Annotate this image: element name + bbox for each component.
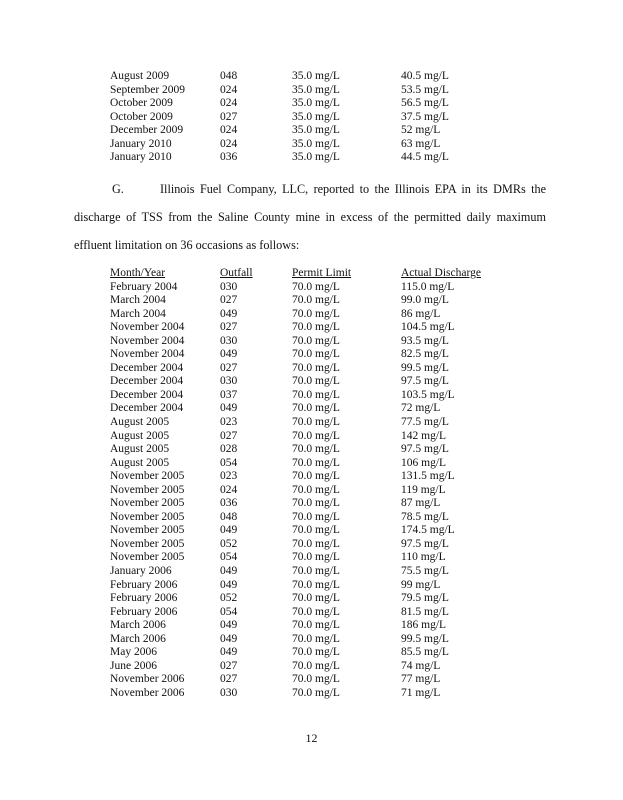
cell-outfall: 049: [220, 524, 238, 537]
table-row: [110, 687, 511, 701]
cell-actual-discharge: 56.5 mg/L: [401, 97, 449, 110]
cell-outfall: 027: [220, 110, 238, 123]
cell-outfall: 024: [220, 97, 238, 110]
cell-month: January 2010: [110, 151, 172, 164]
cell-month: March 2004: [110, 294, 166, 307]
table-row: [110, 538, 511, 552]
cell-actual-discharge: 79.5 mg/L: [401, 592, 449, 605]
cell-outfall: 030: [220, 375, 238, 388]
cell-permit-limit: 35.0 mg/L: [292, 124, 340, 137]
table-row: [110, 511, 511, 525]
cell-month: December 2004: [110, 361, 184, 374]
table-row: [110, 362, 511, 376]
table-row: [110, 633, 511, 647]
cell-actual-discharge: 186 mg/L: [401, 619, 447, 632]
cell-month: November 2005: [110, 537, 185, 550]
table-row: [110, 151, 511, 165]
cell-outfall: 024: [220, 124, 238, 137]
cell-actual-discharge: 99.5 mg/L: [401, 632, 449, 645]
table-row: [110, 565, 511, 579]
cell-permit-limit: 70.0 mg/L: [292, 565, 340, 578]
cell-permit-limit: 70.0 mg/L: [292, 524, 340, 537]
cell-permit-limit: 70.0 mg/L: [292, 280, 340, 293]
header-actual-discharge: Actual Discharge: [401, 267, 481, 279]
cell-outfall: 036: [220, 151, 238, 164]
table-row: [110, 84, 511, 98]
cell-actual-discharge: 71 mg/L: [401, 686, 441, 699]
cell-actual-discharge: 99 mg/L: [401, 578, 441, 591]
top-discharge-table: [110, 70, 511, 165]
table-row: [110, 70, 511, 84]
cell-actual-discharge: 119 mg/L: [401, 483, 446, 496]
cell-actual-discharge: 131.5 mg/L: [401, 470, 455, 483]
cell-actual-discharge: 87 mg/L: [401, 497, 441, 510]
cell-month: August 2009: [110, 70, 170, 82]
cell-month: August 2005: [110, 456, 170, 469]
cell-month: August 2005: [110, 443, 170, 456]
cell-permit-limit: 70.0 mg/L: [292, 592, 340, 605]
cell-permit-limit: 70.0 mg/L: [292, 348, 340, 361]
table-row: [110, 470, 511, 484]
cell-actual-discharge: 81.5 mg/L: [401, 605, 449, 618]
cell-permit-limit: 35.0 mg/L: [292, 110, 340, 123]
cell-month: December 2004: [110, 402, 184, 415]
cell-actual-discharge: 40.5 mg/L: [401, 70, 449, 82]
cell-permit-limit: 70.0 mg/L: [292, 361, 340, 374]
cell-permit-limit: 35.0 mg/L: [292, 137, 340, 150]
cell-outfall: 049: [220, 307, 238, 320]
cell-actual-discharge: 82.5 mg/L: [401, 348, 449, 361]
cell-actual-discharge: 75.5 mg/L: [401, 565, 449, 578]
cell-outfall: 030: [220, 280, 238, 293]
cell-permit-limit: 70.0 mg/L: [292, 510, 340, 523]
cell-actual-discharge: 97.5 mg/L: [401, 537, 449, 550]
cell-outfall: 027: [220, 294, 238, 307]
cell-permit-limit: 70.0 mg/L: [292, 375, 340, 388]
cell-month: October 2009: [110, 97, 173, 110]
table-row: [110, 443, 511, 457]
cell-outfall: 027: [220, 321, 238, 334]
cell-outfall: 037: [220, 388, 238, 401]
bottom-discharge-table: [110, 267, 511, 701]
table-row: [110, 579, 511, 593]
cell-month: March 2004: [110, 307, 166, 320]
table-row: [110, 646, 511, 660]
cell-permit-limit: 35.0 mg/L: [292, 70, 340, 82]
cell-outfall: 054: [220, 551, 238, 564]
table-row: [110, 281, 511, 295]
cell-actual-discharge: 174.5 mg/L: [401, 524, 455, 537]
cell-month: February 2006: [110, 578, 178, 591]
cell-month: November 2004: [110, 348, 185, 361]
table-header-row: [110, 267, 511, 281]
table-row: [110, 375, 511, 389]
table-row: [110, 111, 511, 125]
paragraph-letter: G.: [112, 182, 124, 196]
cell-actual-discharge: 97.5 mg/L: [401, 443, 449, 456]
table-row: [110, 416, 511, 430]
cell-outfall: 052: [220, 592, 238, 605]
cell-actual-discharge: 97.5 mg/L: [401, 375, 449, 388]
cell-permit-limit: 70.0 mg/L: [292, 686, 340, 699]
cell-month: November 2005: [110, 551, 185, 564]
cell-month: February 2006: [110, 592, 178, 605]
cell-permit-limit: 70.0 mg/L: [292, 659, 340, 672]
cell-permit-limit: 70.0 mg/L: [292, 537, 340, 550]
cell-permit-limit: 70.0 mg/L: [292, 619, 340, 632]
cell-actual-discharge: 37.5 mg/L: [401, 110, 449, 123]
cell-month: February 2006: [110, 605, 178, 618]
cell-permit-limit: 35.0 mg/L: [292, 83, 340, 96]
table-row: [110, 660, 511, 674]
cell-outfall: 036: [220, 497, 238, 510]
cell-month: November 2005: [110, 497, 185, 510]
cell-outfall: 049: [220, 646, 238, 659]
cell-permit-limit: 70.0 mg/L: [292, 605, 340, 618]
cell-actual-discharge: 104.5 mg/L: [401, 321, 455, 334]
cell-actual-discharge: 85.5 mg/L: [401, 646, 449, 659]
cell-outfall: 024: [220, 83, 238, 96]
cell-month: March 2006: [110, 632, 166, 645]
header-outfall: Outfall: [220, 267, 253, 279]
cell-month: November 2005: [110, 483, 185, 496]
paragraph-text: Illinois Fuel Company, LLC, reported to the Illinois EPA in its DMRs the discharge of TSS from the Saline County mine in excess of the permitted daily maximum effluent limitation on 36 occasions as follows:: [74, 182, 546, 252]
cell-month: January 2006: [110, 565, 172, 578]
table-row: [110, 497, 511, 511]
cell-permit-limit: 70.0 mg/L: [292, 443, 340, 456]
cell-permit-limit: 70.0 mg/L: [292, 497, 340, 510]
cell-month: February 2004: [110, 280, 178, 293]
cell-actual-discharge: 115.0 mg/L: [401, 280, 455, 293]
table-row: [110, 592, 511, 606]
cell-actual-discharge: 93.5 mg/L: [401, 334, 449, 347]
cell-permit-limit: 70.0 mg/L: [292, 470, 340, 483]
cell-outfall: 054: [220, 456, 238, 469]
cell-outfall: 048: [220, 70, 238, 82]
table-row: [110, 308, 511, 322]
cell-month: November 2006: [110, 673, 185, 686]
cell-outfall: 024: [220, 483, 238, 496]
table-row: [110, 430, 511, 444]
cell-month: November 2004: [110, 321, 185, 334]
cell-outfall: 054: [220, 605, 238, 618]
cell-month: March 2006: [110, 619, 166, 632]
table-row: [110, 348, 511, 362]
cell-outfall: 048: [220, 510, 238, 523]
cell-actual-discharge: 142 mg/L: [401, 429, 447, 442]
cell-month: December 2004: [110, 375, 184, 388]
cell-actual-discharge: 77.5 mg/L: [401, 416, 449, 429]
cell-month: August 2005: [110, 416, 170, 429]
cell-actual-discharge: 99.5 mg/L: [401, 361, 449, 374]
cell-outfall: 030: [220, 686, 238, 699]
cell-permit-limit: 70.0 mg/L: [292, 578, 340, 591]
cell-actual-discharge: 99.0 mg/L: [401, 294, 449, 307]
cell-outfall: 023: [220, 416, 238, 429]
table-row: [110, 673, 511, 687]
cell-actual-discharge: 52 mg/L: [401, 124, 441, 137]
cell-permit-limit: 35.0 mg/L: [292, 97, 340, 110]
table-row: [110, 97, 511, 111]
cell-actual-discharge: 44.5 mg/L: [401, 151, 449, 164]
cell-actual-discharge: 77 mg/L: [401, 673, 441, 686]
cell-permit-limit: 70.0 mg/L: [292, 673, 340, 686]
table-row: [110, 402, 511, 416]
cell-actual-discharge: 72 mg/L: [401, 402, 441, 415]
table-row: [110, 524, 511, 538]
cell-outfall: 049: [220, 348, 238, 361]
table-row: [110, 335, 511, 349]
table-row: [110, 138, 511, 152]
cell-permit-limit: 70.0 mg/L: [292, 483, 340, 496]
paragraph-g: [74, 175, 546, 259]
cell-actual-discharge: 53.5 mg/L: [401, 83, 449, 96]
cell-outfall: 052: [220, 537, 238, 550]
cell-actual-discharge: 63 mg/L: [401, 137, 441, 150]
cell-outfall: 023: [220, 470, 238, 483]
cell-outfall: 027: [220, 659, 238, 672]
table-row: [110, 321, 511, 335]
cell-outfall: 028: [220, 443, 238, 456]
table-row: [110, 606, 511, 620]
cell-outfall: 027: [220, 673, 238, 686]
cell-month: September 2009: [110, 83, 186, 96]
cell-month: January 2010: [110, 137, 172, 150]
cell-permit-limit: 70.0 mg/L: [292, 388, 340, 401]
header-permit-limit: Permit Limit: [292, 267, 352, 279]
cell-outfall: 049: [220, 402, 238, 415]
cell-actual-discharge: 86 mg/L: [401, 307, 441, 320]
cell-month: October 2009: [110, 110, 173, 123]
cell-actual-discharge: 106 mg/L: [401, 456, 447, 469]
cell-month: December 2009: [110, 124, 184, 137]
cell-permit-limit: 70.0 mg/L: [292, 646, 340, 659]
cell-permit-limit: 70.0 mg/L: [292, 416, 340, 429]
page-number: 12: [305, 731, 318, 745]
cell-permit-limit: 70.0 mg/L: [292, 632, 340, 645]
cell-outfall: 049: [220, 619, 238, 632]
table-row: [110, 294, 511, 308]
table-row: [110, 389, 511, 403]
cell-permit-limit: 70.0 mg/L: [292, 551, 340, 564]
cell-outfall: 024: [220, 137, 238, 150]
cell-permit-limit: 70.0 mg/L: [292, 456, 340, 469]
header-month-year: Month/Year: [110, 267, 166, 279]
cell-month: November 2006: [110, 686, 185, 699]
cell-outfall: 049: [220, 632, 238, 645]
table-row: [110, 124, 511, 138]
cell-month: June 2006: [110, 659, 157, 672]
cell-month: November 2005: [110, 510, 185, 523]
cell-actual-discharge: 78.5 mg/L: [401, 510, 449, 523]
cell-month: August 2005: [110, 429, 170, 442]
bottom-table-body: [110, 281, 511, 701]
cell-outfall: 030: [220, 334, 238, 347]
cell-month: November 2005: [110, 524, 185, 537]
cell-permit-limit: 70.0 mg/L: [292, 294, 340, 307]
cell-outfall: 027: [220, 429, 238, 442]
cell-actual-discharge: 103.5 mg/L: [401, 388, 455, 401]
cell-actual-discharge: 74 mg/L: [401, 659, 441, 672]
cell-outfall: 049: [220, 565, 238, 578]
cell-permit-limit: 70.0 mg/L: [292, 429, 340, 442]
cell-permit-limit: 70.0 mg/L: [292, 321, 340, 334]
cell-outfall: 049: [220, 578, 238, 591]
table-row: [110, 551, 511, 565]
table-row: [110, 457, 511, 471]
cell-permit-limit: 70.0 mg/L: [292, 334, 340, 347]
table-row: [110, 484, 511, 498]
cell-month: November 2005: [110, 470, 185, 483]
cell-month: November 2004: [110, 334, 185, 347]
table-row: [110, 619, 511, 633]
cell-permit-limit: 70.0 mg/L: [292, 307, 340, 320]
cell-permit-limit: 70.0 mg/L: [292, 402, 340, 415]
cell-permit-limit: 35.0 mg/L: [292, 151, 340, 164]
cell-month: December 2004: [110, 388, 184, 401]
cell-month: May 2006: [110, 646, 157, 659]
cell-outfall: 027: [220, 361, 238, 374]
cell-actual-discharge: 110 mg/L: [401, 551, 446, 564]
